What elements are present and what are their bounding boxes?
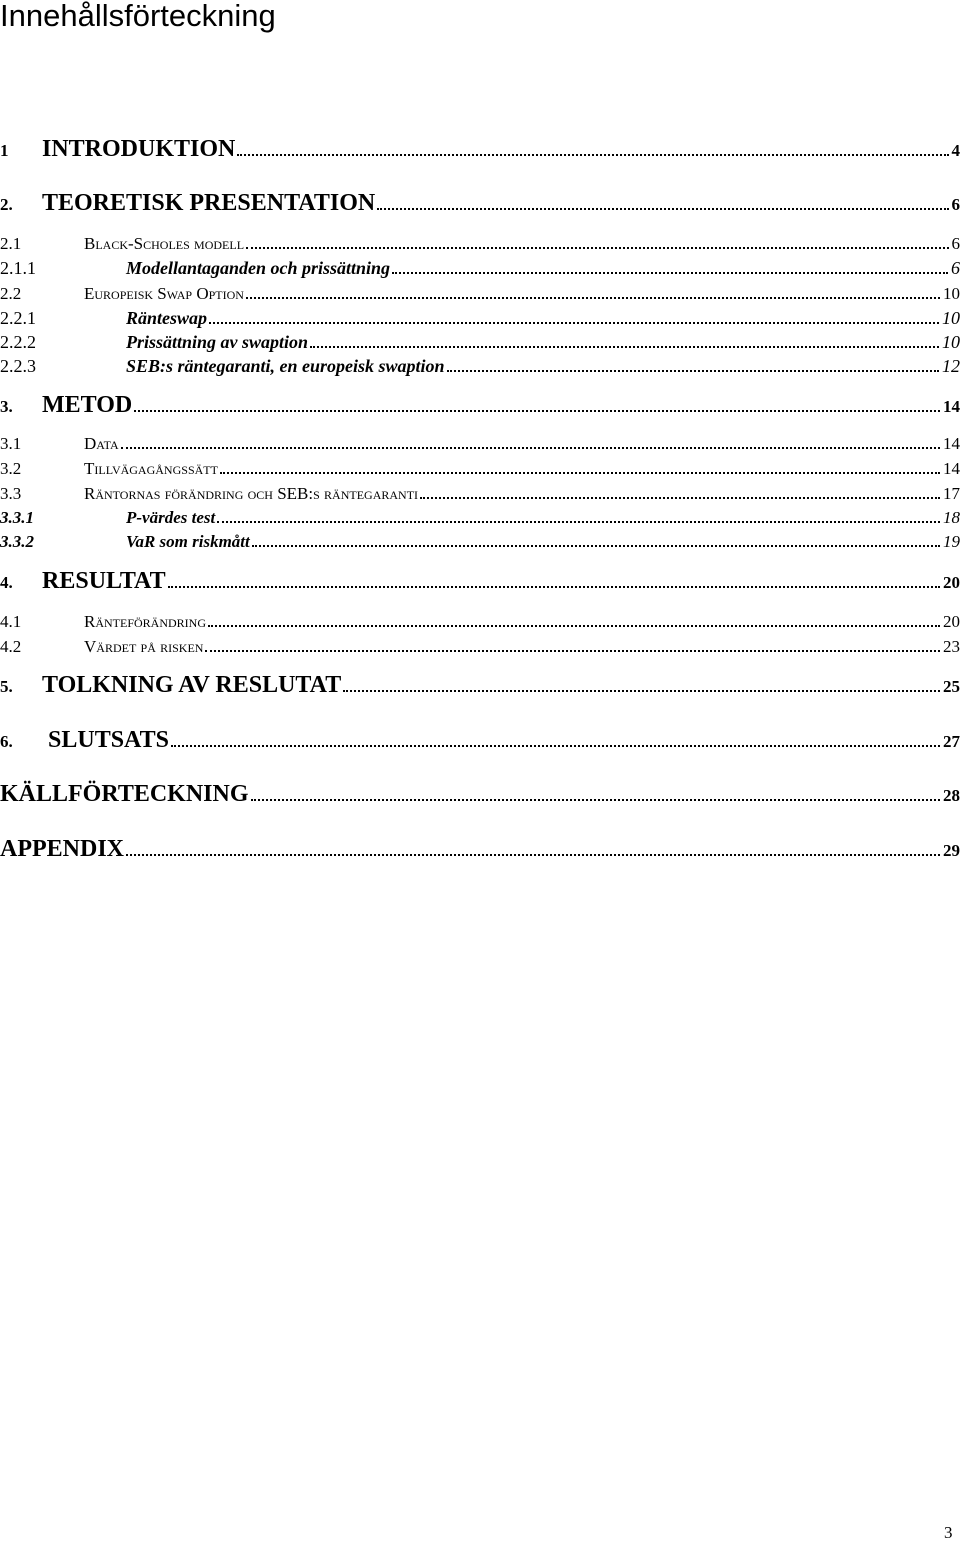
toc-entry-text: APPENDIX bbox=[0, 836, 124, 862]
toc-entry-text: SEB:s räntegaranti, en europeisk swaption bbox=[126, 356, 445, 376]
toc-entry-page: 25 bbox=[943, 677, 960, 696]
toc-entry[interactable] bbox=[0, 836, 960, 863]
toc-entry-page: 10 bbox=[942, 332, 960, 352]
toc-entry-text: SLUTSATS bbox=[48, 727, 169, 753]
toc-entry[interactable] bbox=[0, 284, 960, 304]
toc-entry[interactable] bbox=[0, 727, 960, 754]
toc-leader bbox=[246, 247, 948, 249]
toc-entry-page: 19 bbox=[943, 532, 960, 551]
toc-entry-page: 20 bbox=[943, 612, 960, 631]
toc-entry-text: Ränteförändring bbox=[84, 612, 207, 631]
toc-leader bbox=[420, 497, 940, 499]
toc-entry[interactable] bbox=[0, 612, 960, 632]
toc-title: Innehållsförteckning bbox=[0, 0, 276, 33]
toc-entry-page: 4 bbox=[951, 141, 960, 160]
toc-entry-page: 6 bbox=[951, 258, 960, 278]
toc-entry[interactable] bbox=[0, 672, 960, 699]
toc-entry-number: 3.3.2 bbox=[0, 532, 34, 551]
toc-leader bbox=[252, 545, 940, 547]
toc-entry-number: 3.2 bbox=[0, 459, 22, 478]
toc-entry-text: RESULTAT bbox=[42, 568, 166, 594]
toc-entry-page: 14 bbox=[943, 459, 960, 478]
toc-entry-text: Värdet på risken bbox=[84, 637, 204, 656]
toc-entry-number: 6. bbox=[0, 732, 13, 751]
toc-entry[interactable] bbox=[0, 136, 960, 163]
toc-entry-number: 4.2 bbox=[0, 637, 22, 656]
toc-entry-page: 29 bbox=[943, 841, 960, 860]
toc-entry-number: 5. bbox=[0, 677, 13, 696]
toc-entry-text: Prissättning av swaption bbox=[126, 332, 309, 352]
toc-entry-page: 6 bbox=[951, 234, 960, 253]
toc-leader bbox=[209, 322, 939, 324]
toc-entry-number: 2.2 bbox=[0, 284, 22, 303]
toc-leader bbox=[168, 586, 940, 588]
toc-entry-number: 2. bbox=[0, 195, 13, 214]
toc-entry-text: Black-Scholes modell bbox=[84, 234, 245, 253]
toc-entry-text: Europeisk Swap Option bbox=[84, 284, 244, 303]
toc-entry[interactable] bbox=[0, 508, 960, 528]
toc-entry-page: 28 bbox=[943, 786, 960, 805]
toc-leader bbox=[343, 690, 940, 692]
toc-leader bbox=[237, 154, 948, 156]
toc-entry-page: 12 bbox=[942, 356, 960, 376]
toc-entry-text: VaR som riskmått bbox=[126, 532, 250, 551]
toc-entry-text: Räntornas förändring och SEB:s räntegaranti bbox=[84, 484, 419, 503]
toc-entry[interactable] bbox=[0, 392, 960, 419]
toc-entry-text: Modellantaganden och prissättning bbox=[126, 258, 391, 278]
toc-entry-number: 2.1 bbox=[0, 234, 22, 253]
toc-entry-text: Tillvägagångssätt bbox=[84, 459, 218, 478]
toc-entry-number: 2.2.3 bbox=[0, 356, 36, 376]
toc-entry-text: TEORETISK PRESENTATION bbox=[42, 190, 376, 216]
toc-entry[interactable] bbox=[0, 637, 960, 657]
toc-entry[interactable] bbox=[0, 568, 960, 595]
toc-entry-number: 3.3 bbox=[0, 484, 22, 503]
toc-entry-page: 10 bbox=[942, 308, 960, 328]
toc-leader bbox=[208, 625, 940, 627]
toc-leader bbox=[447, 370, 939, 372]
toc-entry[interactable] bbox=[0, 190, 960, 217]
toc-entry-page: 23 bbox=[943, 637, 960, 656]
toc-entry[interactable] bbox=[0, 308, 960, 329]
toc-entry-number: 3. bbox=[0, 397, 13, 416]
toc-entry-number: 3.3.1 bbox=[0, 508, 34, 527]
toc-entry[interactable] bbox=[0, 532, 960, 552]
toc-leader bbox=[171, 745, 940, 747]
toc-entry-number: 1 bbox=[0, 141, 9, 160]
toc-entry-number: 4. bbox=[0, 573, 13, 592]
toc-entry-page: 10 bbox=[943, 284, 960, 303]
toc-entry-number: 2.2.2 bbox=[0, 332, 36, 352]
toc-entry[interactable] bbox=[0, 434, 960, 454]
toc-entry[interactable] bbox=[0, 459, 960, 479]
toc-leader bbox=[251, 799, 940, 801]
toc-entry-text: KÄLLFÖRTECKNING bbox=[0, 781, 249, 807]
toc-leader bbox=[126, 854, 940, 856]
toc-leader bbox=[217, 521, 940, 523]
toc-entry[interactable] bbox=[0, 484, 960, 504]
toc-leader bbox=[310, 346, 939, 348]
toc-entry-page: 27 bbox=[943, 732, 960, 751]
toc-entry-text: TOLKNING AV RESLUTAT bbox=[42, 672, 342, 698]
toc-entry-number: 3.1 bbox=[0, 434, 22, 453]
toc-entry-text: Ränteswap bbox=[126, 308, 208, 328]
toc-entry-page: 14 bbox=[943, 397, 960, 416]
toc-entry-page: 18 bbox=[943, 508, 960, 527]
toc-entry-text: METOD bbox=[42, 392, 133, 418]
toc-entry[interactable] bbox=[0, 234, 960, 254]
toc-entry-text: INTRODUKTION bbox=[42, 136, 236, 162]
toc-entry[interactable] bbox=[0, 781, 960, 808]
page-number: 3 bbox=[944, 1523, 953, 1542]
toc-leader bbox=[205, 650, 940, 652]
toc-entry-page: 14 bbox=[943, 434, 960, 453]
toc-entry[interactable] bbox=[0, 356, 960, 377]
toc-entry-number: 2.2.1 bbox=[0, 308, 36, 328]
toc-entry-page: 20 bbox=[943, 573, 960, 592]
toc-entry[interactable] bbox=[0, 332, 960, 353]
toc-leader bbox=[121, 447, 940, 449]
toc-entry[interactable] bbox=[0, 258, 960, 279]
toc-leader bbox=[377, 208, 948, 210]
toc-entry-number: 2.1.1 bbox=[0, 258, 36, 278]
toc-entry-page: 17 bbox=[943, 484, 960, 503]
toc-entry-page: 6 bbox=[951, 195, 960, 214]
toc-leader bbox=[246, 297, 940, 299]
toc-leader bbox=[220, 472, 940, 474]
toc-leader bbox=[392, 272, 948, 274]
toc-leader bbox=[134, 410, 940, 412]
toc-entry-number: 4.1 bbox=[0, 612, 22, 631]
toc-entry-text: P-värdes test bbox=[126, 508, 216, 527]
toc-entry-text: Data bbox=[84, 434, 119, 453]
